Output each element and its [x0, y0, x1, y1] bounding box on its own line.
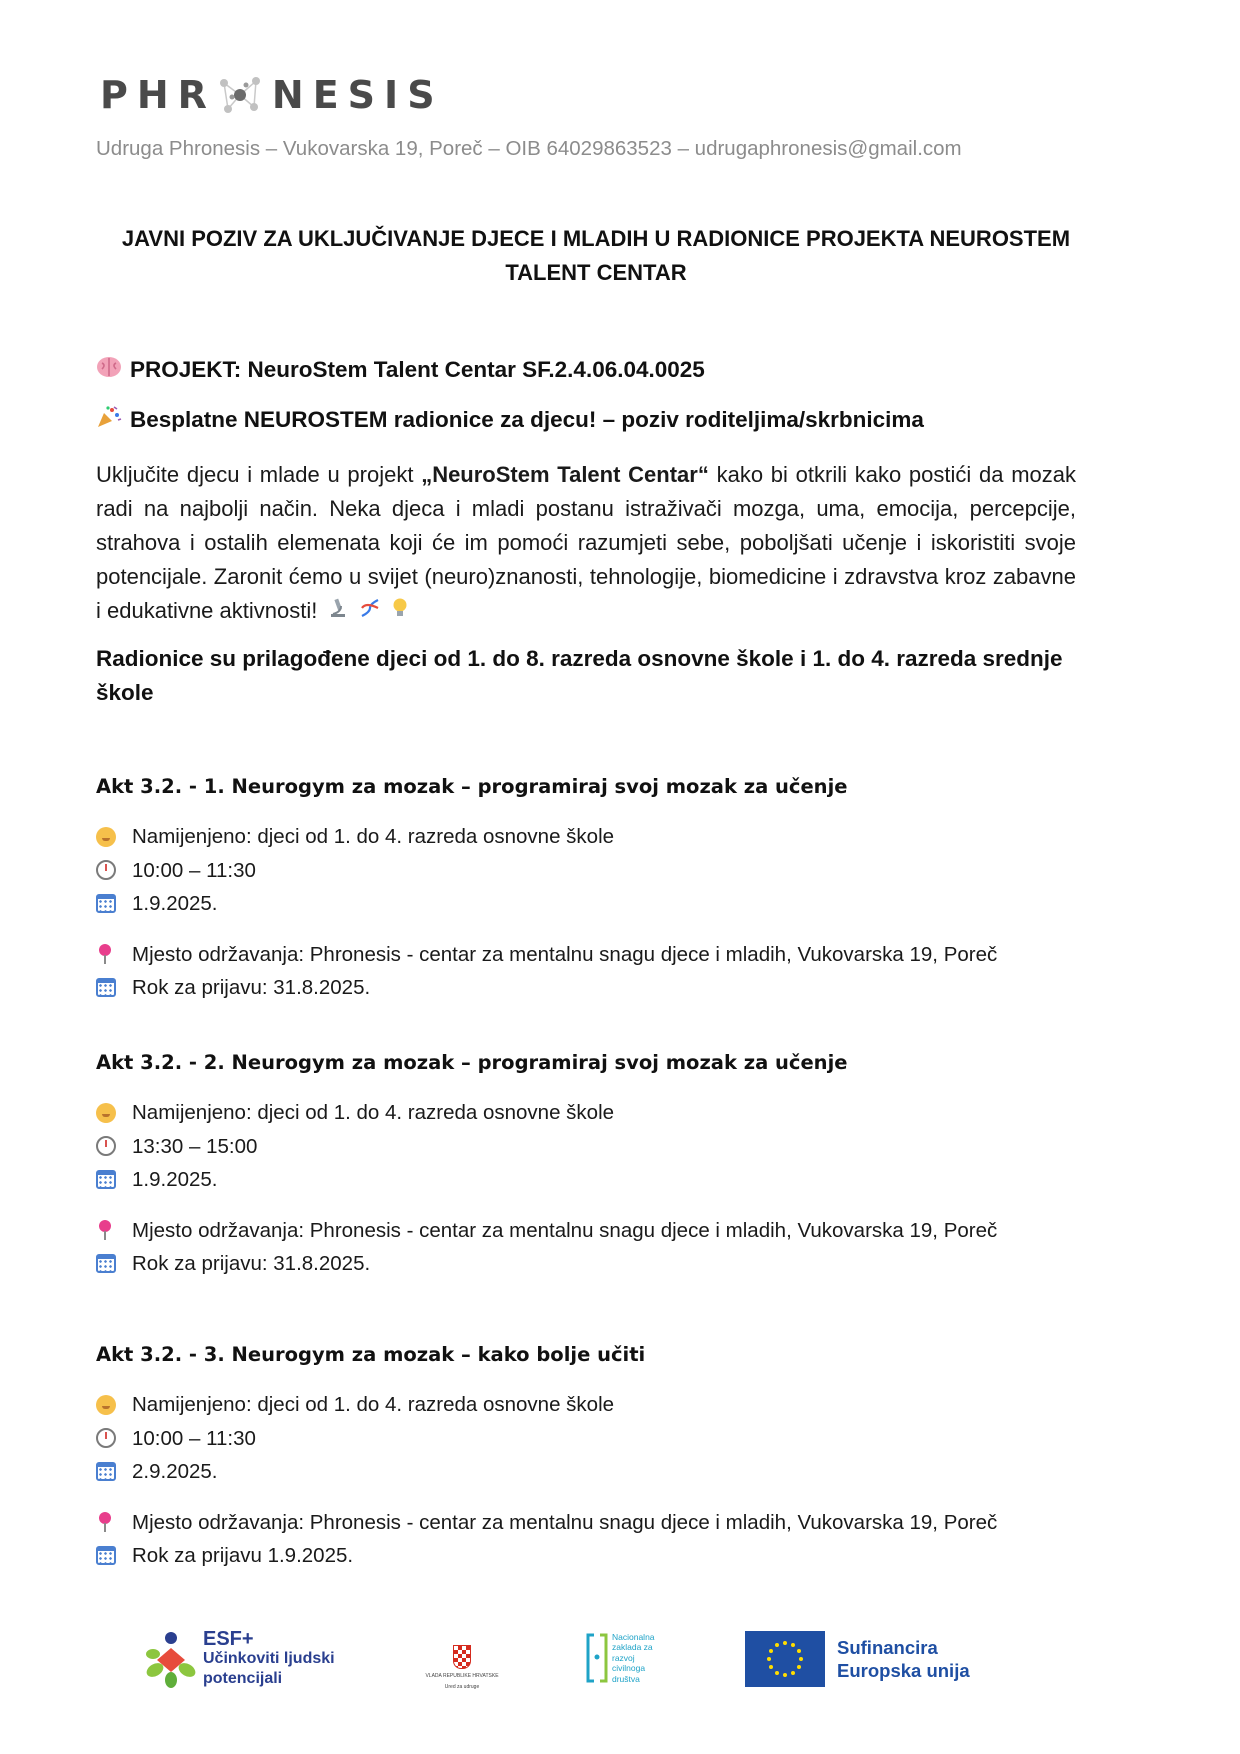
workshop-2 — [96, 1050, 1096, 1281]
workshop-target — [96, 1096, 1096, 1130]
workshop-target-text: Namijenjeno: djeci od 1. do 4. razreda osnovne škole — [132, 825, 615, 848]
microscope-icon — [329, 602, 347, 623]
workshop-deadline-text: Rok za prijavu 1.9.2025. — [132, 1544, 354, 1567]
calendar-icon — [96, 894, 116, 913]
workshop-title: Akt 3.2. - 3. Neurogym za mozak – kako bolje učiti — [96, 1343, 646, 1366]
stopwatch-icon — [96, 860, 116, 880]
project-heading — [96, 355, 705, 385]
nzr-line-3: razvoj — [612, 1652, 635, 1663]
workshop-time — [96, 1130, 1096, 1164]
workshop-title: Akt 3.2. - 1. Neurogym za mozak – programiraj svoj mozak za učenje — [96, 775, 848, 798]
light-bulb-icon — [392, 602, 408, 623]
national-foundation-logo — [586, 1631, 655, 1685]
baby-face-icon — [96, 1395, 116, 1415]
workshop-deadline — [96, 971, 1096, 1005]
organization-contact-line: Udruga Phronesis – Vukovarska 19, Poreč – OIB 64029863523 – udrugaphronesis@gmail.com — [96, 137, 962, 160]
brain-icon — [96, 355, 130, 385]
pushpin-icon — [99, 944, 111, 956]
workshop-time-text: 13:30 – 15:00 — [132, 1134, 258, 1158]
workshop-date-text: 1.9.2025. — [132, 1168, 218, 1191]
workshop-time — [96, 854, 1096, 888]
nzr-line-5: društva — [612, 1673, 640, 1684]
workshop-title: Akt 3.2. - 2. Neurogym za mozak – programiraj svoj mozak za učenje — [96, 1051, 848, 1074]
workshop-deadline — [96, 1539, 1096, 1573]
free-workshops-heading-text: Besplatne NEUROSTEM radionice za djecu! – poziv roditeljima/skrbnicima — [130, 407, 924, 432]
workshop-location — [96, 1214, 1096, 1248]
esf-line-2: potencijali — [203, 1670, 283, 1687]
workshop-time-text: 10:00 – 11:30 — [132, 1426, 256, 1450]
workshop-location-text: Mjesto održavanja: Phronesis - centar za mentalnu snagu djece i mladih, Vukovarska 19, Poreč — [132, 1510, 998, 1534]
bracket-logo-icon — [586, 1631, 608, 1685]
funding-logos-footer — [0, 1615, 1240, 1715]
document-title-line-1: JAVNI POZIV ZA UKLJUČIVANJE DJECE I MLADIH U RADIONICE PROJEKTA NEUROSTEM — [121, 226, 1071, 251]
workshop-target-text: Namijenjeno: djeci od 1. do 4. razreda osnovne škole — [132, 1393, 615, 1416]
free-workshops-heading — [96, 405, 924, 435]
intro-paragraph — [96, 458, 1076, 630]
calendar-icon — [96, 978, 116, 997]
pushpin-icon — [99, 1512, 111, 1524]
calendar-icon — [96, 1170, 116, 1189]
croatian-government-logo — [422, 1645, 502, 1691]
workshop-deadline — [96, 1247, 1096, 1281]
intro-text-before: Uključite djecu i mlade u projekt — [96, 462, 422, 487]
esf-flower-icon — [145, 1630, 197, 1688]
workshop-date — [96, 1455, 1096, 1489]
document-title — [96, 222, 1096, 290]
calendar-icon — [96, 1254, 116, 1273]
eu-cofunded-logo — [745, 1631, 970, 1687]
workshop-target — [96, 820, 1096, 854]
eu-flag-icon — [745, 1631, 825, 1687]
workshop-location — [96, 1506, 1096, 1540]
calendar-icon — [96, 1546, 116, 1565]
croatian-coat-of-arms-icon — [453, 1645, 471, 1669]
pushpin-icon — [99, 1220, 111, 1232]
workshop-1 — [96, 774, 1096, 1005]
workshop-time-text: 10:00 – 11:30 — [132, 858, 256, 882]
project-heading-text: PROJEKT: NeuroStem Talent Centar SF.2.4.06.04.0025 — [130, 357, 705, 382]
document-title-line-2: TALENT CENTAR — [505, 260, 687, 285]
logo-text-right: NESIS — [271, 73, 444, 117]
nzr-line-4: civilnoga — [612, 1663, 646, 1674]
baby-face-icon — [96, 827, 116, 847]
esf-line-1: Učinkoviti ljudski — [203, 1650, 335, 1667]
workshop-target — [96, 1388, 1096, 1422]
workshop-location-text: Mjesto održavanja: Phronesis - centar za mentalnu snagu djece i mladih, Vukovarska 19, Poreč — [132, 1218, 998, 1242]
workshop-location-text: Mjesto održavanja: Phronesis - centar za mentalnu snagu djece i mladih, Vukovarska 19, Poreč — [132, 942, 998, 966]
audience-statement: Radionice su prilagođene djeci od 1. do 8. razreda osnovne škole i 1. do 4. razreda srednje škole — [96, 646, 1063, 705]
workshop-deadline-text: Rok za prijavu: 31.8.2025. — [132, 1252, 371, 1275]
esf-plus-label: ESF+ — [203, 1628, 254, 1650]
nzr-line-2: zaklada za — [612, 1642, 653, 1653]
stopwatch-icon — [96, 1136, 116, 1156]
workshop-date-text: 1.9.2025. — [132, 892, 218, 915]
workshop-target-text: Namijenjeno: djeci od 1. do 4. razreda osnovne škole — [132, 1101, 615, 1124]
esf-logo — [145, 1629, 335, 1689]
workshop-location — [96, 938, 1096, 972]
logo-text-left: PHR — [100, 73, 216, 117]
workshop-time — [96, 1422, 1096, 1456]
workshop-date-text: 2.9.2025. — [132, 1460, 218, 1483]
dna-icon — [360, 602, 380, 623]
calendar-icon — [96, 1462, 116, 1481]
baby-face-icon — [96, 1103, 116, 1123]
workshop-date — [96, 887, 1096, 921]
workshop-deadline-text: Rok za prijavu: 31.8.2025. — [132, 976, 371, 999]
eu-line-1: Sufinancira — [837, 1637, 938, 1658]
intro-text-after: kako bi otkrili kako postići da mozak radi na najbolji način. Neka djeca i mladi postanu istraživači mozga, uma, emocija, percepcije, strahova i ostalih elemenata koji će im pomoći razumjeti sebe, poboljšati učenje i iskoristiti svoje potencijale. Zaronit ćemo u svijet (neuro)znanosti, tehnologije, biomedicine i zdravstva kroz zabavne i edukativne aktivnosti! — [96, 462, 1076, 623]
gov-office: Ured za udruge — [444, 1684, 480, 1690]
nzr-line-1: Nacionalna — [612, 1631, 655, 1642]
stopwatch-icon — [96, 1428, 116, 1448]
phronesis-logo — [100, 70, 444, 120]
gov-name: VLADA REPUBLIKE HRVATSKE — [425, 1673, 499, 1679]
intro-project-name: „NeuroStem Talent Centar“ — [421, 462, 709, 487]
neuron-network-icon — [216, 73, 264, 117]
workshop-date — [96, 1163, 1096, 1197]
party-popper-icon — [96, 405, 130, 435]
eu-line-2: Europska unija — [837, 1660, 970, 1681]
workshop-3 — [96, 1342, 1096, 1573]
